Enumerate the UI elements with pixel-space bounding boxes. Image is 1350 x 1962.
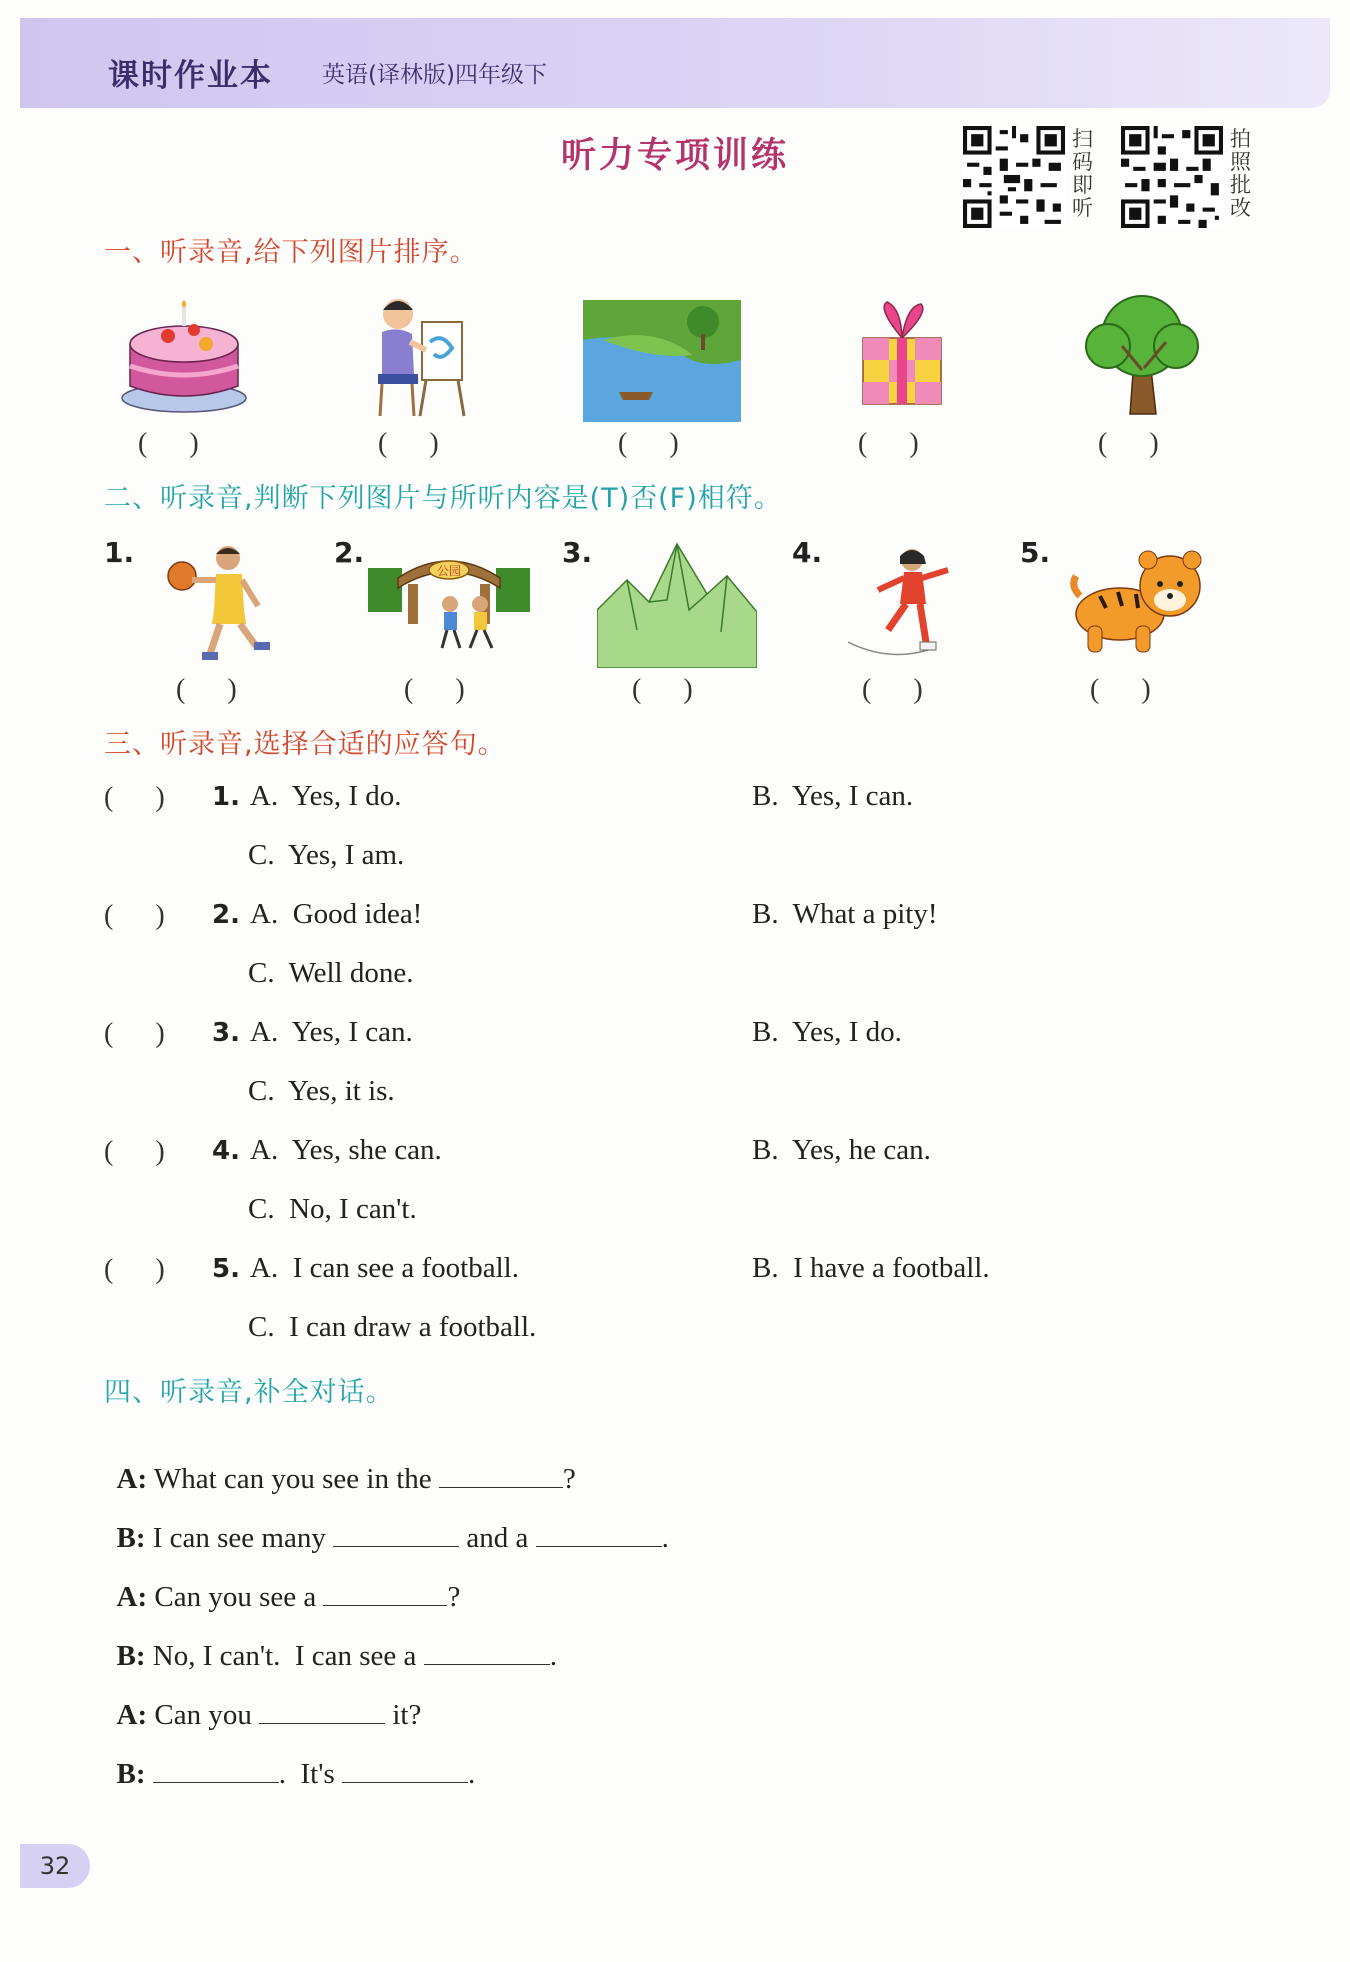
- speaker-label: A:: [116, 1699, 148, 1731]
- qr-code-listen-icon[interactable]: [963, 126, 1065, 228]
- answer-paren-s2-4[interactable]: ( ): [862, 674, 923, 705]
- question-number-4: 4.: [212, 1136, 240, 1166]
- speaker-label: B:: [116, 1522, 146, 1554]
- book-brand: 课时作业本: [108, 58, 273, 94]
- answer-paren-s1-1[interactable]: ( ): [138, 428, 199, 459]
- dialogue-text: ?: [562, 1463, 576, 1495]
- dialogue-text: Can you see a: [147, 1581, 324, 1613]
- header-band: [20, 18, 1330, 108]
- question-number-2: 2.: [212, 900, 240, 930]
- answer-paren-s1-3[interactable]: ( ): [618, 428, 679, 459]
- gift-box-picture: [857, 298, 947, 408]
- basketball-player-picture: [162, 540, 280, 666]
- fill-blank[interactable]: [153, 1756, 279, 1783]
- fill-blank[interactable]: [259, 1697, 385, 1724]
- fill-blank[interactable]: [333, 1520, 459, 1547]
- section-1-title: 一、听录音,给下列图片排序。: [104, 237, 478, 268]
- q5-option-a: A. I can see a football.: [250, 1252, 519, 1284]
- dialogue-line-3: [102, 1546, 460, 1614]
- answer-paren-q5[interactable]: ( ): [104, 1254, 165, 1285]
- dialogue-text: ?: [447, 1581, 461, 1613]
- boy-painting-picture: [364, 292, 474, 420]
- page-title: 听力专项训练: [560, 136, 789, 176]
- speaker-label: A:: [116, 1463, 148, 1495]
- cake-picture: [118, 300, 250, 415]
- fill-blank[interactable]: [439, 1461, 563, 1488]
- dialogue-text: [146, 1758, 153, 1790]
- dialogue-text: .: [661, 1522, 669, 1554]
- q3-option-b: B. Yes, I do.: [752, 1016, 902, 1048]
- q1-option-a: A. Yes, I do.: [250, 780, 402, 812]
- section-2-title: 二、听录音,判断下列图片与所听内容是(T)否(F)相符。: [104, 483, 782, 514]
- book-subtitle: 英语(译林版)四年级下: [322, 62, 547, 88]
- dialogue-text: . It's: [278, 1758, 342, 1790]
- q4-option-a: A. Yes, she can.: [250, 1134, 442, 1166]
- qr-code-grade-icon[interactable]: [1121, 126, 1223, 228]
- dialogue-text: and a: [459, 1522, 536, 1554]
- dialogue-text: I can see many: [145, 1522, 334, 1554]
- dialogue-line-5: [102, 1664, 421, 1732]
- question-number-1: 1.: [212, 782, 240, 812]
- dialogue-line-1: [102, 1428, 576, 1496]
- park-gate-children-picture: [368, 548, 530, 652]
- item-number-2: 2.: [334, 536, 365, 569]
- answer-paren-q2[interactable]: ( ): [104, 900, 165, 931]
- question-number-3: 3.: [212, 1018, 240, 1048]
- answer-paren-s2-1[interactable]: ( ): [176, 674, 237, 705]
- answer-paren-q3[interactable]: ( ): [104, 1018, 165, 1049]
- answer-paren-s1-2[interactable]: ( ): [378, 428, 439, 459]
- dialogue-line-6: [102, 1723, 475, 1791]
- qr-listen-label: 扫码即听: [1072, 127, 1093, 220]
- speaker-label: A:: [116, 1581, 148, 1613]
- item-number-4: 4.: [792, 536, 823, 569]
- q5-option-b: B. I have a football.: [752, 1252, 990, 1284]
- section-3-title: 三、听录音,选择合适的应答句。: [104, 729, 506, 760]
- dialogue-text: Can you: [147, 1699, 260, 1731]
- q4-option-b: B. Yes, he can.: [752, 1134, 931, 1166]
- mountains-picture: [597, 540, 757, 668]
- dialogue-text: No, I can't. I can see a: [145, 1640, 424, 1672]
- q1-option-c: C. Yes, I am.: [248, 839, 405, 871]
- dialogue-text: .: [467, 1758, 476, 1790]
- qr-grade-label: 拍照批改: [1230, 127, 1251, 220]
- fill-blank[interactable]: [323, 1579, 447, 1606]
- section-4-title: 四、听录音,补全对话。: [104, 1377, 394, 1408]
- answer-paren-q4[interactable]: ( ): [104, 1136, 165, 1167]
- item-number-5: 5.: [1020, 536, 1051, 569]
- answer-paren-q1[interactable]: ( ): [104, 782, 165, 813]
- dialogue-line-4: [102, 1605, 557, 1673]
- speaker-label: B:: [116, 1758, 146, 1790]
- q4-option-c: C. No, I can't.: [248, 1193, 417, 1225]
- lake-with-boat-picture: [583, 300, 741, 422]
- dialogue-text: it?: [385, 1699, 422, 1731]
- q3-option-c: C. Yes, it is.: [248, 1075, 395, 1107]
- answer-paren-s1-4[interactable]: ( ): [858, 428, 919, 459]
- fill-blank[interactable]: [342, 1756, 468, 1783]
- dialogue-text: What can you see in the: [147, 1463, 439, 1495]
- answer-paren-s2-3[interactable]: ( ): [632, 674, 693, 705]
- item-number-1: 1.: [104, 536, 135, 569]
- tree-picture: [1078, 290, 1208, 418]
- dialogue-line-2: [102, 1487, 669, 1555]
- ice-skater-picture: [848, 546, 972, 664]
- tiger-picture: [1066, 546, 1208, 658]
- fill-blank[interactable]: [536, 1520, 662, 1547]
- speaker-label: B:: [116, 1640, 146, 1672]
- dialogue-text: .: [549, 1640, 557, 1672]
- q5-option-c: C. I can draw a football.: [248, 1311, 537, 1343]
- q2-option-c: C. Well done.: [248, 957, 414, 989]
- answer-paren-s2-2[interactable]: ( ): [404, 674, 465, 705]
- q2-option-a: A. Good idea!: [250, 898, 423, 930]
- answer-paren-s1-5[interactable]: ( ): [1098, 428, 1159, 459]
- fill-blank[interactable]: [424, 1638, 550, 1665]
- question-number-5: 5.: [212, 1254, 240, 1284]
- q1-option-b: B. Yes, I can.: [752, 780, 914, 812]
- page-number: 32: [20, 1844, 90, 1888]
- item-number-3: 3.: [562, 536, 593, 569]
- q2-option-b: B. What a pity!: [752, 898, 938, 930]
- answer-paren-s2-5[interactable]: ( ): [1090, 674, 1151, 705]
- park-sign-text: 公园: [436, 564, 462, 578]
- q3-option-a: A. Yes, I can.: [250, 1016, 413, 1048]
